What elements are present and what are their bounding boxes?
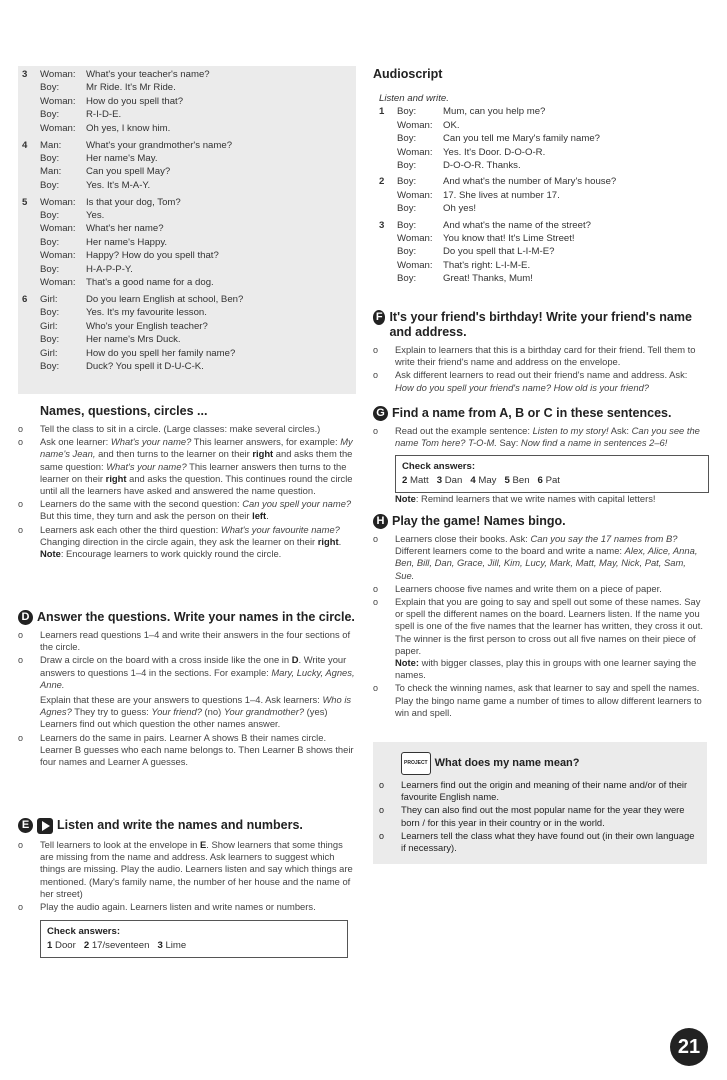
d-bullet-2: o Draw a circle on the board with a cross inside like the one in D. Write your answers to questions 1–4 in the sections. For example: Mary, Lucky, Agnes, Anne. (18, 654, 355, 690)
audioscript-number: 2 (379, 176, 385, 188)
names-note: Note: Encourage learners to work quickly round the circle. (40, 548, 282, 560)
audioscript-number: 1 (379, 106, 385, 118)
extra-title: What does my name mean? (434, 757, 580, 769)
dialogue-line (40, 165, 352, 178)
speaker: Boy: (40, 152, 60, 164)
speaker: Woman: (397, 189, 433, 201)
h-bullet-1: o Learners close their books. Ask: Can you say the 17 names from B? Different learners come to the board and write a name: Alex, Alice, Anna, Ben, Bill, Dan, Grace, Jill, Kim, Lucy, Mark, Matt, May, Nick, Pat, Sam, Sue. (373, 533, 698, 581)
h-bullet-2: o Learners choose five names and write them on a piece of paper. (373, 582, 662, 594)
speaker: Boy: (397, 133, 417, 145)
speaker: Girl: (40, 294, 58, 305)
utterance: OK. (443, 119, 460, 131)
speaker: Woman: (397, 259, 433, 271)
dialogue-line (40, 108, 352, 121)
dialogue-line (40, 68, 352, 81)
utterance: R-I-D-E. (86, 109, 122, 121)
e-bullet-1: o Tell learners to look at the envelope in E. Show learners that some things are missing from the name and address. Ask learners to suggest which things are missing. Play the audio. Learners listen and say which things are mentioned. (Mary's family name, the number of her house and the name of her street) (18, 839, 353, 899)
dialogue-line (40, 347, 352, 360)
audioscript-block (379, 92, 705, 286)
dialogue-line (40, 196, 352, 209)
audioscript-line (397, 189, 705, 202)
utterance: Duck? You spell it D-U-C-K. (86, 361, 204, 373)
badge-h-icon: H (373, 514, 388, 529)
dialogue-line (40, 122, 352, 135)
utterance: What's your teacher's name? (86, 69, 210, 80)
utterance: Happy? How do you spell that? (86, 250, 219, 262)
speaker: Woman: (40, 223, 76, 235)
audioscript-number: 3 (379, 219, 385, 231)
speaker: Woman: (40, 196, 76, 208)
dialogue-block (22, 68, 352, 373)
utterance: How do you spell that? (86, 95, 184, 107)
speaker: Man: (40, 166, 62, 178)
speaker: Boy: (40, 210, 60, 222)
dialogue-line (40, 293, 352, 306)
dialogue-line (40, 249, 352, 262)
answer-item: 3 Dan (436, 475, 463, 487)
utterance: And what's the name of the street? (443, 219, 591, 231)
dialogue-line (40, 95, 352, 108)
extra-bullet-1: o Learners find out the origin and meaning of their name and/or of their favourite English name. (379, 779, 688, 803)
utterance: Her name's May. (86, 152, 158, 164)
audioscript-line (397, 272, 705, 285)
utterance: You know that! It's Lime Street! (443, 233, 575, 245)
audioscript-group (379, 219, 705, 286)
extra-bullet-3: o Learners tell the class what they have found out (in their own language if necessary). (379, 829, 695, 854)
h-bullet-3: o Explain that you are going to say and spell out some of these names. Say or spell the different names on the board. Learners listen. If the name you spell is one of the five names that the learner has written, they cross it out. The winner is the first person to cross out all five names on their piece of paper. (373, 596, 703, 656)
utterance: H-A-P-P-Y. (86, 263, 133, 275)
names-bullet-1: Tell the class to sit in a circle. (Large classes: make several circles.) (40, 423, 321, 434)
utterance: 17. She lives at number 17. (443, 189, 560, 201)
section-h-title: Play the game! Names bingo. (392, 514, 566, 528)
speaker: Boy: (40, 334, 60, 346)
speaker: Man: (40, 139, 62, 151)
speaker: Boy: (397, 176, 417, 188)
e-bullet-2: o Play the audio again. Learners listen and write names or numbers. (18, 901, 316, 913)
project-icon: PROJECT (401, 752, 431, 775)
d-bullet-1: o Learners read questions 1–4 and write their answers in the four sections of the circle. (18, 629, 351, 653)
audioscript-line (397, 146, 705, 159)
audioscript-line (397, 202, 705, 215)
speaker: Woman: (40, 122, 76, 134)
utterance: Mum, can you help me? (443, 106, 546, 118)
dialogue-group (22, 293, 352, 373)
speaker: Boy: (40, 361, 60, 373)
h-bullet-4: o To check the winning names, ask that learner to say and spell the names. Play the bingo name game a number of times to allow different learners to win and spell. (373, 682, 702, 718)
speaker: Boy: (397, 160, 417, 172)
dialogue-line (40, 263, 352, 276)
speaker: Boy: (397, 219, 417, 231)
dialogue-line (40, 320, 352, 333)
answer-item: 2 17/seventeen (83, 940, 150, 952)
speaker: Boy: (40, 236, 60, 248)
speaker: Woman: (40, 95, 76, 107)
h-note: Note: with bigger classes, play this in groups with one learner saying the names. (395, 657, 697, 681)
g-check-answers: Check answers: 2 Matt 3 Dan 4 May 5 Ben 6 Pat (395, 455, 709, 493)
badge-f-icon: F (373, 310, 385, 325)
section-f (373, 310, 707, 394)
extra-section (379, 752, 701, 854)
f-bullet-1: o Explain to learners that this is a birthday card for their friend. Tell them to write their friend's name and address on the envelope. (373, 344, 696, 368)
answer-item: 5 Ben (504, 475, 530, 487)
answer-item: 3 Lime (157, 940, 187, 952)
utterance: That's right: L-I-M-E. (443, 259, 531, 271)
speaker: Woman: (40, 250, 76, 262)
speaker: Boy: (40, 109, 60, 121)
utterance: And what's the number of Mary's house? (443, 176, 617, 188)
play-audio-icon[interactable] (37, 818, 53, 834)
dialogue-line (40, 152, 352, 165)
badge-d-icon: D (18, 610, 33, 625)
section-g-title: Find a name from A, B or C in these sentences. (392, 406, 672, 420)
badge-g-icon: G (373, 406, 388, 421)
utterance: Yes. It's Door. D-O-O-R. (443, 146, 546, 158)
utterance: What's your grandmother's name? (86, 139, 233, 151)
speaker: Boy: (397, 273, 417, 285)
d-paragraph: Explain that these are your answers to questions 1–4. Ask learners: Who is Agnes? They try to guess: Your friend? (no) Your grandmother? (yes) Learners find out which question the other names answer. (40, 694, 352, 730)
names-title: Names, questions, circles ... (40, 404, 208, 418)
dialogue-group (22, 68, 352, 135)
extra-bullet-2: o They can also find out the most popular name for the year they were born / for this year in their country or in the world. (379, 804, 685, 828)
speaker: Boy: (397, 203, 417, 215)
speaker: Woman: (397, 146, 433, 158)
audioscript-line (397, 119, 705, 132)
dialogue-line (40, 209, 352, 222)
audioscript-line (397, 105, 705, 118)
g-bullet-1: o Read out the example sentence: Listen to my story! Ask: Can you see the name Tom here? T-O-M. Say: Now find a name in sentences 2–6! (373, 425, 700, 449)
utterance: Oh yes, I know him. (86, 122, 171, 134)
speaker: Woman: (397, 119, 433, 131)
section-e (18, 818, 356, 958)
answer-item: 6 Pat (537, 475, 560, 487)
utterance: That's a good name for a dog. (86, 277, 214, 289)
answer-item: 1 Door (47, 940, 76, 952)
section-g (373, 406, 707, 506)
audioscript-line (397, 175, 705, 188)
speaker: Woman: (40, 277, 76, 289)
speaker: Woman: (397, 233, 433, 245)
utterance: Oh yes! (443, 203, 477, 215)
answer-item: 4 May (470, 475, 497, 487)
audioscript-line (397, 219, 705, 232)
f-bullet-2: o Ask different learners to read out their friend's name and address. Ask: How do you spell your friend's name? How old is your friend? (373, 369, 688, 393)
dialogue-group (22, 139, 352, 193)
dialogue-line (40, 306, 352, 319)
speaker: Boy: (397, 106, 417, 118)
utterance: Yes. (86, 210, 105, 222)
utterance: What's her name? (86, 223, 164, 235)
utterance: Can you tell me Mary's family name? (443, 133, 600, 145)
utterance: Her name's Mrs Duck. (86, 334, 181, 346)
speaker: Girl: (40, 347, 58, 359)
utterance: D-O-O-R. Thanks. (443, 160, 521, 172)
section-h (373, 514, 707, 719)
dialogue-line (40, 276, 352, 289)
audioscript-intro: Listen and write. (379, 93, 449, 104)
utterance: Mr Ride. It's Mr Ride. (86, 82, 176, 94)
audioscript-group (379, 105, 705, 172)
speaker: Girl: (40, 320, 58, 332)
dialogue-line (40, 333, 352, 346)
audioscript-line (397, 132, 705, 145)
audioscript-title: Audioscript (373, 67, 443, 81)
speaker: Boy: (397, 246, 417, 258)
speaker: Boy: (40, 82, 60, 94)
names-bullet-3: o Learners do the same with the second question: Can you spell your name? But this time, they turn and ask the person on their left. (18, 498, 352, 522)
audioscript-line (397, 245, 705, 258)
dialogue-number: 6 (22, 294, 28, 305)
dialogue-number: 5 (22, 196, 28, 208)
dialogue-group (22, 196, 352, 290)
dialogue-line (40, 360, 352, 373)
names-section: Names, questions, circles ... o Tell the class to sit in a circle. (Large classes: make several circles.) o Ask one learner: What's your name? This learner answers, for example: My name's Jean, and then turns to the learner on their right and asks them the same question: What's your name? This learner answers then turns to the learner on their right and asks the question. This continues round the circle until all the learners have asked and answered the name question. o Learners do the same with the second question: Can you spell your name? But this time, they turn and ask the person on their left. o Learners ask each other the third question: What's your favourite name? Changing direction in the circle again, they ask the learner on their right. Note: Encourage learners to work quickly round the circle. (18, 404, 356, 560)
utterance: Do you spell that L-I-M-E? (443, 246, 555, 258)
dialogue-line (40, 222, 352, 235)
badge-e-icon: E (18, 818, 33, 833)
section-d (18, 610, 356, 768)
names-bullet-2: o Ask one learner: What's your name? This learner answers, for example: My name's Jean, and then turns to the learner on their right and asks them the same question: What's your name? This learner answers then turns to the learner on their right and asks the question. This continues round the circle until all the learners have asked and answered the name question. (18, 436, 353, 497)
utterance: Her name's Happy. (86, 236, 168, 248)
utterance: Do you learn English at school, Ben? (86, 294, 244, 305)
audioscript-line (397, 159, 705, 172)
speaker: Boy: (40, 179, 60, 191)
speaker: Boy: (40, 263, 60, 275)
dialogue-line (40, 236, 352, 249)
dialogue-number: 3 (22, 69, 28, 80)
answer-item: 2 Matt (402, 475, 429, 487)
utterance: Can you spell May? (86, 166, 171, 178)
utterance: Is that your dog, Tom? (86, 196, 181, 208)
speaker: Boy: (40, 307, 60, 319)
utterance: Yes. It's M-A-Y. (86, 179, 151, 191)
utterance: Yes. It's my favourite lesson. (86, 307, 207, 319)
e-check-answers: Check answers: 1 Door 2 17/seventeen 3 Lime (40, 920, 348, 958)
page-number: 21 (670, 1028, 708, 1066)
dialogue-number: 4 (22, 139, 28, 151)
d-bullet-3: o Learners do the same in pairs. Learner A shows B their names circle. Learner B guesses who each name belongs to. Then Learner B shows their four names and Learner A guesses. (18, 731, 354, 768)
utterance: How do you spell her family name? (86, 347, 236, 359)
section-f-title: It's your friend's birthday! Write your friend's name and address. (389, 310, 692, 339)
dialogue-line (40, 139, 352, 152)
audioscript-line (397, 259, 705, 272)
dialogue-line (40, 179, 352, 192)
names-bullet-4: o Learners ask each other the third question: What's your favourite name? Changing direction in the circle again, they ask the learner on their right. (18, 523, 342, 547)
section-d-title: Answer the questions. Write your names in the circle. (37, 610, 355, 624)
utterance: Great! Thanks, Mum! (443, 273, 533, 285)
audioscript-group (379, 175, 705, 215)
audioscript-line (397, 232, 705, 245)
dialogue-line (40, 81, 352, 94)
speaker: Woman: (40, 69, 76, 80)
utterance: Who's your English teacher? (86, 320, 208, 332)
g-note: Note: Remind learners that we write names with capital letters! (395, 493, 656, 505)
section-e-title: Listen and write the names and numbers. (57, 818, 303, 832)
